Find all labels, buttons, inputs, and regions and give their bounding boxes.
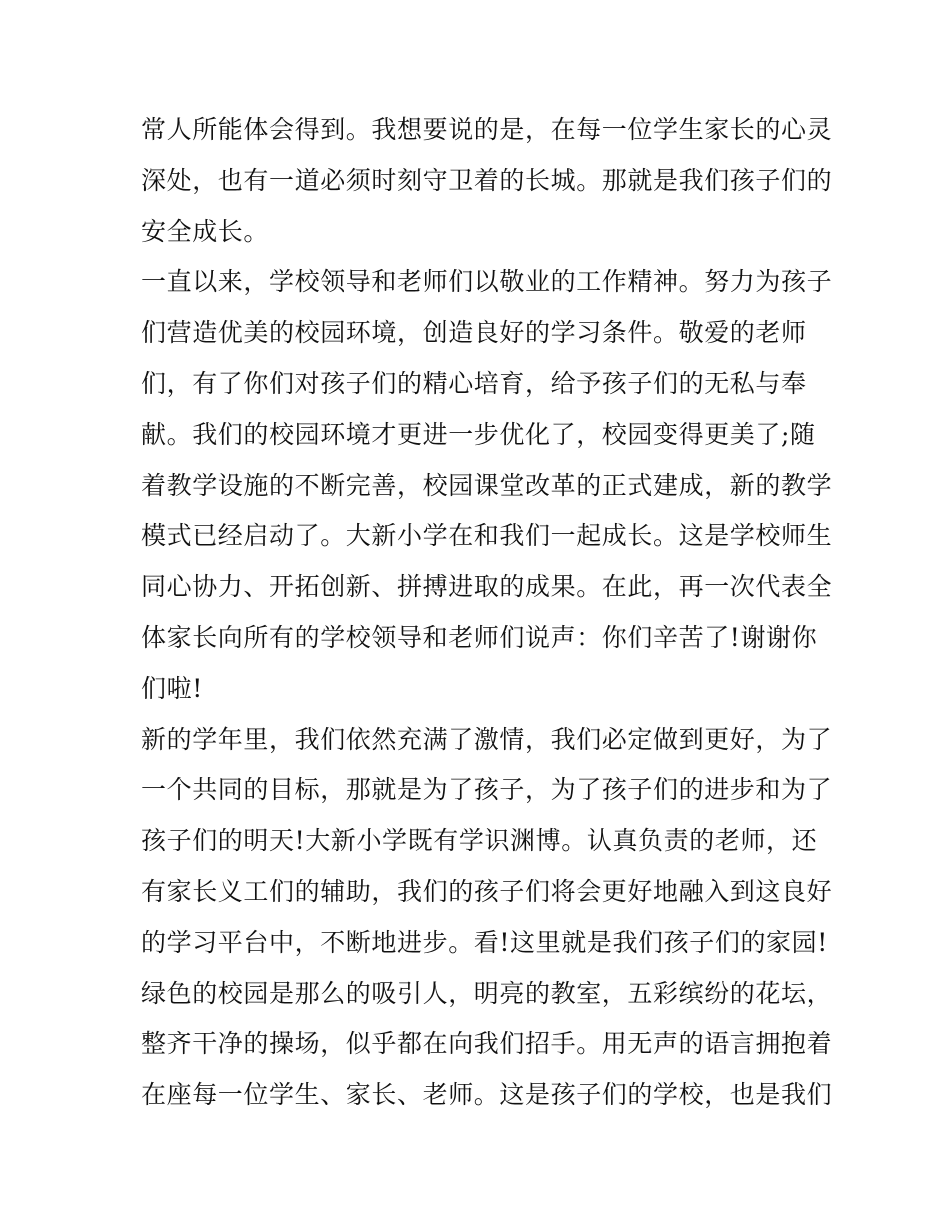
text-line: 绿色的校园是那么的吸引人，明亮的教室，五彩缤纷的花坛， [141, 978, 833, 1008]
text-line: 深处，也有一道必须时刻守卫着的长城。那就是我们孩子们的 [141, 165, 833, 195]
text-line: 整齐干净的操场，似乎都在向我们招手。用无声的语言拥抱着 [141, 1029, 833, 1059]
text-line: 常人所能体会得到。我想要说的是，在每一位学生家长的心灵 [141, 115, 833, 144]
text-line: 一直以来，学校领导和老师们以敬业的工作精神。努力为孩子 [141, 267, 833, 297]
document-body [141, 105, 833, 1121]
text-line: 一个共同的目标，那就是为了孩子，为了孩子们的进步和为了 [141, 775, 833, 805]
text-line: 有家长义工们的辅助，我们的孩子们将会更好地融入到这良好 [141, 876, 833, 906]
text-line: 着教学设施的不断完善，校园课堂改革的正式建成，新的教学 [141, 470, 833, 500]
text-line: 安全成长。 [141, 216, 270, 246]
text-line: 在座每一位学生、家长、老师。这是孩子们的学校，也是我们 [141, 1080, 833, 1110]
text-line: 新的学年里，我们依然充满了激情，我们必定做到更好，为了 [141, 724, 833, 754]
text-line: 同心协力、开拓创新、拼搏进取的成果。在此，再一次代表全 [141, 572, 833, 602]
text-line: 们营造优美的校园环境，创造良好的学习条件。敬爱的老师 [141, 318, 807, 348]
text-line: 献。我们的校园环境才更进一步优化了，校园变得更美了;随 [141, 419, 816, 449]
text-line: 孩子们的明天!大新小学既有学识渊博。认真负责的老师，还 [141, 826, 818, 856]
text-line: 们啦! [141, 673, 203, 703]
text-line: 模式已经启动了。大新小学在和我们一起成长。这是学校师生 [141, 521, 833, 551]
text-line: 们，有了你们对孩子们的精心培育，给予孩子们的无私与奉 [141, 368, 807, 398]
text-line: 体家长向所有的学校领导和老师们说声：你们辛苦了!谢谢你 [141, 622, 818, 652]
text-line: 的学习平台中，不断地进步。看!这里就是我们孩子们的家园! [141, 927, 828, 957]
